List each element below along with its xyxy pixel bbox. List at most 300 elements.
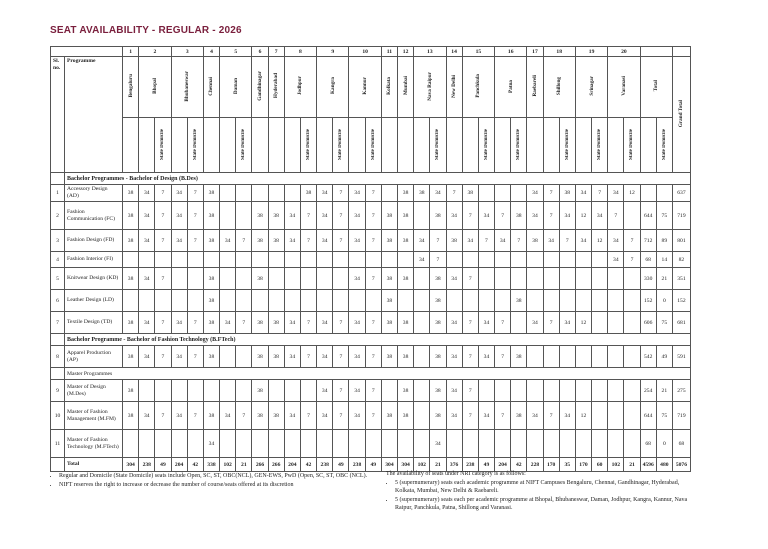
campus-name (608, 57, 640, 118)
seat-count (300, 430, 316, 458)
seat-count (478, 252, 494, 268)
seat-count: 330 (640, 268, 656, 290)
seat-count: 38 (430, 312, 446, 334)
seat-count (171, 380, 187, 402)
seat-count: 7 (236, 312, 252, 334)
state-domicile-label: State Domicile (597, 128, 603, 160)
seat-count: 7 (187, 230, 203, 252)
seat-count (284, 252, 300, 268)
seat-count (478, 380, 494, 402)
seat-count: 7 (365, 402, 381, 430)
seat-count (495, 268, 511, 290)
seat-count (268, 185, 284, 202)
campus-name-label: Mumbai (402, 76, 409, 96)
campus-name (462, 57, 494, 118)
sl-no: 10 (51, 402, 65, 430)
seat-count: 38 (203, 268, 219, 290)
seat-count: 7 (333, 402, 349, 430)
seat-count: 712 (640, 230, 656, 252)
seat-count: 34 (527, 402, 543, 430)
header-blank (123, 118, 139, 173)
seat-count: 38 (203, 290, 219, 312)
seat-count (381, 430, 397, 458)
state-domicile-header (300, 118, 316, 173)
seat-count: 0 (656, 290, 672, 312)
total-label: Total (65, 458, 123, 472)
seat-count (236, 290, 252, 312)
seat-count: 34 (220, 312, 236, 334)
state-domicile-header (478, 118, 494, 173)
seat-count: 38 (268, 202, 284, 230)
total-value: 228 (527, 458, 543, 472)
seat-count: 34 (349, 346, 365, 368)
seat-count: 38 (430, 290, 446, 312)
seat-count: 34 (349, 230, 365, 252)
seat-count: 34 (446, 202, 462, 230)
seat-count (333, 268, 349, 290)
seat-count (559, 380, 575, 402)
seat-count: 7 (300, 202, 316, 230)
seat-count: 7 (365, 380, 381, 402)
seat-count: 7 (543, 312, 559, 334)
table-row (51, 290, 691, 312)
seat-count (511, 430, 527, 458)
seat-count: 7 (155, 202, 171, 230)
seat-count: 38 (381, 202, 397, 230)
header-blank (51, 47, 123, 57)
seat-count: 34 (317, 380, 333, 402)
seat-count: 7 (187, 185, 203, 202)
seat-count: 38 (268, 230, 284, 252)
seat-count: 38 (511, 290, 527, 312)
seat-count: 34 (139, 230, 155, 252)
seat-count (398, 430, 414, 458)
seat-count: 34 (543, 230, 559, 252)
header-blank (414, 118, 430, 173)
seat-count (414, 290, 430, 312)
grand-total-header (672, 57, 690, 173)
total-value: 21 (624, 458, 640, 472)
seat-count (624, 268, 640, 290)
seat-count: 75 (656, 202, 672, 230)
seat-count: 7 (333, 380, 349, 402)
seat-count (220, 268, 236, 290)
seat-count: 7 (495, 346, 511, 368)
seat-count (155, 430, 171, 458)
seat-count: 644 (640, 402, 656, 430)
seat-count: 38 (398, 202, 414, 230)
header-blank (203, 118, 219, 173)
seat-count: 0 (656, 430, 672, 458)
seat-count: 34 (446, 312, 462, 334)
seat-count (624, 290, 640, 312)
seat-count (220, 380, 236, 402)
state-domicile-label: State Domicile (435, 128, 441, 160)
seat-count (139, 380, 155, 402)
state-domicile-label: State Domicile (338, 128, 344, 160)
sl-no: 6 (51, 290, 65, 312)
campus-name (495, 57, 527, 118)
seat-count (592, 312, 608, 334)
seat-count: 38 (398, 185, 414, 202)
seat-count: 34 (139, 268, 155, 290)
notes-right (386, 470, 698, 513)
seat-count: 7 (365, 230, 381, 252)
seat-count: 34 (608, 185, 624, 202)
seat-count (575, 346, 591, 368)
seat-count (511, 252, 527, 268)
seat-count (559, 346, 575, 368)
campus-number: 16 (495, 47, 527, 57)
seat-count (414, 380, 430, 402)
seat-count (624, 380, 640, 402)
seat-count (252, 185, 268, 202)
nri-note-heading: The availability of seats under NRI category is as follows: (386, 471, 526, 477)
seat-count: 75 (656, 312, 672, 334)
seat-count (284, 380, 300, 402)
seat-count (268, 380, 284, 402)
campus-number: 11 (381, 47, 397, 57)
campus-name-label: Total (653, 80, 660, 92)
seat-count (236, 185, 252, 202)
campus-name (171, 57, 203, 118)
seat-count: 34 (171, 185, 187, 202)
seat-count: 7 (236, 230, 252, 252)
table-row (51, 268, 691, 290)
seat-count: 34 (478, 202, 494, 230)
seat-count: 38 (252, 230, 268, 252)
table-row (51, 402, 691, 430)
campus-name (268, 57, 284, 118)
table-row (51, 430, 691, 458)
campus-name (640, 57, 672, 118)
seat-count: 38 (252, 380, 268, 402)
seat-count (624, 346, 640, 368)
seat-count (220, 346, 236, 368)
total-value: 304 (381, 458, 397, 472)
header-blank (608, 118, 624, 173)
seat-count: 34 (139, 185, 155, 202)
campus-number: 17 (527, 47, 543, 57)
nri-note-item: • 5 (supernumerary) seats each per academic programme at Bhopal, Bhubaneswar, Daman, Jodhpur, Kangra, Kannur, Nava Raipur, Panchkula, Patna, Shillong and Varanasi. (395, 496, 698, 512)
seat-count (123, 252, 139, 268)
seat-count (543, 430, 559, 458)
seat-count (478, 185, 494, 202)
state-domicile-header (656, 118, 672, 173)
seat-count: 38 (398, 380, 414, 402)
seat-count: 38 (381, 268, 397, 290)
seat-count (543, 252, 559, 268)
seat-count: 38 (527, 230, 543, 252)
seat-count: 34 (478, 346, 494, 368)
seat-count (559, 268, 575, 290)
seat-count (543, 290, 559, 312)
seat-count (252, 290, 268, 312)
seat-count (268, 268, 284, 290)
seat-count: 34 (349, 185, 365, 202)
total-value: 376 (446, 458, 462, 472)
seat-count (527, 290, 543, 312)
section-title: Bachelor Programme - Bachelor of Fashion Technology (B.FTech) (65, 334, 691, 346)
table-row (51, 346, 691, 368)
seat-count (365, 290, 381, 312)
campus-number: 7 (268, 47, 284, 57)
seat-count (640, 185, 656, 202)
seat-count: 7 (236, 402, 252, 430)
seat-count (592, 290, 608, 312)
seat-count: 7 (543, 402, 559, 430)
campus-name-label: Kannur (362, 77, 369, 95)
seat-count: 7 (300, 312, 316, 334)
seat-count (349, 290, 365, 312)
seat-count: 7 (333, 312, 349, 334)
seat-count (220, 185, 236, 202)
seat-count: 38 (398, 346, 414, 368)
seat-count: 21 (656, 380, 672, 402)
seat-count: 7 (155, 312, 171, 334)
seat-count (333, 290, 349, 312)
seat-count: 38 (252, 312, 268, 334)
seat-count (236, 202, 252, 230)
seat-count: 34 (139, 402, 155, 430)
seat-count: 12 (592, 230, 608, 252)
campus-name-label: Hyderabad (273, 73, 280, 99)
table-row (51, 312, 691, 334)
seat-count: 34 (171, 312, 187, 334)
state-domicile-header (155, 118, 171, 173)
total-value: 21 (430, 458, 446, 472)
state-domicile-label: State Domicile (661, 128, 667, 160)
seat-count (575, 430, 591, 458)
seat-count: 38 (446, 230, 462, 252)
campus-number (640, 47, 672, 57)
header-blank (139, 118, 155, 173)
total-value: 102 (220, 458, 236, 472)
seat-count: 38 (381, 290, 397, 312)
seat-count: 34 (559, 312, 575, 334)
sl-no (51, 458, 65, 472)
seat-count: 34 (317, 346, 333, 368)
campus-name (317, 57, 349, 118)
seat-count (656, 185, 672, 202)
campus-number: 1 (123, 47, 139, 57)
sl-no-header: Sl. no. (51, 57, 65, 173)
seat-count (624, 430, 640, 458)
seat-count (187, 268, 203, 290)
seat-count: 7 (462, 346, 478, 368)
seat-count (414, 268, 430, 290)
seat-count: 75 (656, 402, 672, 430)
seat-count: 7 (478, 230, 494, 252)
header-blank (543, 118, 559, 173)
seat-count: 38 (511, 346, 527, 368)
seat-count: 7 (365, 185, 381, 202)
seat-count: 7 (495, 312, 511, 334)
total-value: 42 (300, 458, 316, 472)
seat-count (592, 268, 608, 290)
seat-count: 34 (559, 202, 575, 230)
seat-count: 38 (123, 402, 139, 430)
seat-count: 34 (430, 430, 446, 458)
seat-count: 34 (446, 268, 462, 290)
seat-count: 38 (511, 202, 527, 230)
seat-count (608, 380, 624, 402)
seat-count: 7 (462, 268, 478, 290)
seat-count (511, 312, 527, 334)
seat-count (462, 290, 478, 312)
programme-name: Fashion Design (FD) (65, 230, 123, 252)
table-row (51, 230, 691, 252)
seat-count: 34 (139, 346, 155, 368)
campus-name (203, 57, 219, 118)
seat-count (381, 252, 397, 268)
section-blank (51, 173, 65, 185)
seat-count (478, 290, 494, 312)
seat-count: 7 (333, 202, 349, 230)
seat-count: 38 (203, 402, 219, 430)
seat-count (414, 430, 430, 458)
state-domicile-header (559, 118, 575, 173)
state-domicile-header (236, 118, 252, 173)
seat-count (236, 380, 252, 402)
seat-count (462, 252, 478, 268)
note-item: • NIFT reserves the right to increase or decrease the number of course/seats offered at its discretion (59, 481, 370, 489)
seat-count (381, 185, 397, 202)
total-value: 49 (155, 458, 171, 472)
grand-total-value: 719 (672, 202, 690, 230)
header-blank (381, 118, 397, 173)
total-value: 49 (333, 458, 349, 472)
seat-count: 38 (398, 312, 414, 334)
seat-count: 38 (430, 202, 446, 230)
total-value: 102 (414, 458, 430, 472)
seat-count (495, 380, 511, 402)
grand-total-value: 801 (672, 230, 690, 252)
campus-name-label: Bengaluru (127, 74, 134, 98)
table-row (51, 202, 691, 230)
total-value: 204 (171, 458, 187, 472)
seat-count: 34 (608, 230, 624, 252)
seat-count (203, 252, 219, 268)
seat-count: 7 (495, 202, 511, 230)
seat-count (220, 430, 236, 458)
total-value: 49 (478, 458, 494, 472)
seat-count: 34 (220, 230, 236, 252)
seat-count: 542 (640, 346, 656, 368)
seat-count: 34 (349, 202, 365, 230)
programme-name: Leather Design (LD) (65, 290, 123, 312)
seat-count: 7 (446, 185, 462, 202)
header-blank (446, 118, 462, 173)
campus-name-label: Jodhpur (297, 76, 304, 96)
grand-total-value: 152 (672, 290, 690, 312)
grand-total-value: 637 (672, 185, 690, 202)
header-blank (575, 118, 591, 173)
seat-count: 34 (575, 185, 591, 202)
campus-number: 14 (446, 47, 462, 57)
seat-count: 7 (155, 230, 171, 252)
seat-count (495, 430, 511, 458)
total-value: 266 (268, 458, 284, 472)
seat-count (559, 430, 575, 458)
programme-name: Master of Fashion Technology (M.FTech) (65, 430, 123, 458)
seat-count: 34 (414, 230, 430, 252)
state-domicile-header (333, 118, 349, 173)
seat-count: 38 (203, 346, 219, 368)
campus-name-label: New Delhi (451, 74, 458, 98)
seat-count: 254 (640, 380, 656, 402)
seat-count (187, 290, 203, 312)
seat-count (559, 290, 575, 312)
campus-name-label: Chennai (208, 76, 215, 96)
total-value: 304 (123, 458, 139, 472)
campus-name-label: Varanasi (620, 76, 627, 96)
seat-count: 34 (284, 202, 300, 230)
seat-count (220, 290, 236, 312)
seat-count (317, 268, 333, 290)
seat-count (284, 430, 300, 458)
seat-count: 38 (123, 380, 139, 402)
seat-count (414, 312, 430, 334)
total-value: 238 (462, 458, 478, 472)
seat-count: 38 (268, 402, 284, 430)
campus-number: 4 (203, 47, 219, 57)
seat-count: 34 (139, 202, 155, 230)
campus-name (527, 57, 543, 118)
seat-count (365, 252, 381, 268)
seat-count: 34 (527, 312, 543, 334)
seat-count: 7 (430, 252, 446, 268)
seat-count (575, 290, 591, 312)
seat-count (511, 380, 527, 402)
seat-count (446, 252, 462, 268)
seat-count: 38 (430, 346, 446, 368)
section-title: Bachelor Programmes - Bachelor of Design (B.Des) (65, 173, 691, 185)
seat-count (317, 252, 333, 268)
seat-count: 68 (640, 252, 656, 268)
section-blank (51, 334, 65, 346)
seat-count (414, 202, 430, 230)
seat-count (608, 312, 624, 334)
grand-total-value: 5076 (672, 458, 690, 472)
campus-name (252, 57, 268, 118)
seat-count (398, 290, 414, 312)
campus-name (446, 57, 462, 118)
state-domicile-label: State Domicile (564, 128, 570, 160)
seat-count: 38 (381, 402, 397, 430)
seat-count: 38 (559, 185, 575, 202)
seat-count: 34 (284, 312, 300, 334)
total-value: 238 (349, 458, 365, 472)
seat-count (414, 346, 430, 368)
seat-count (495, 252, 511, 268)
programme-name: Master of Design (M.Des) (65, 380, 123, 402)
sl-no: 11 (51, 430, 65, 458)
seat-count: 34 (317, 185, 333, 202)
table-row (51, 185, 691, 202)
seat-count (171, 252, 187, 268)
seat-count (139, 252, 155, 268)
seat-count: 34 (446, 380, 462, 402)
seat-count (252, 430, 268, 458)
sl-no: 8 (51, 346, 65, 368)
seat-count (300, 380, 316, 402)
seat-count: 7 (608, 202, 624, 230)
seat-count: 7 (155, 346, 171, 368)
seat-count: 34 (608, 252, 624, 268)
seat-count: 7 (495, 402, 511, 430)
total-value: 60 (592, 458, 608, 472)
